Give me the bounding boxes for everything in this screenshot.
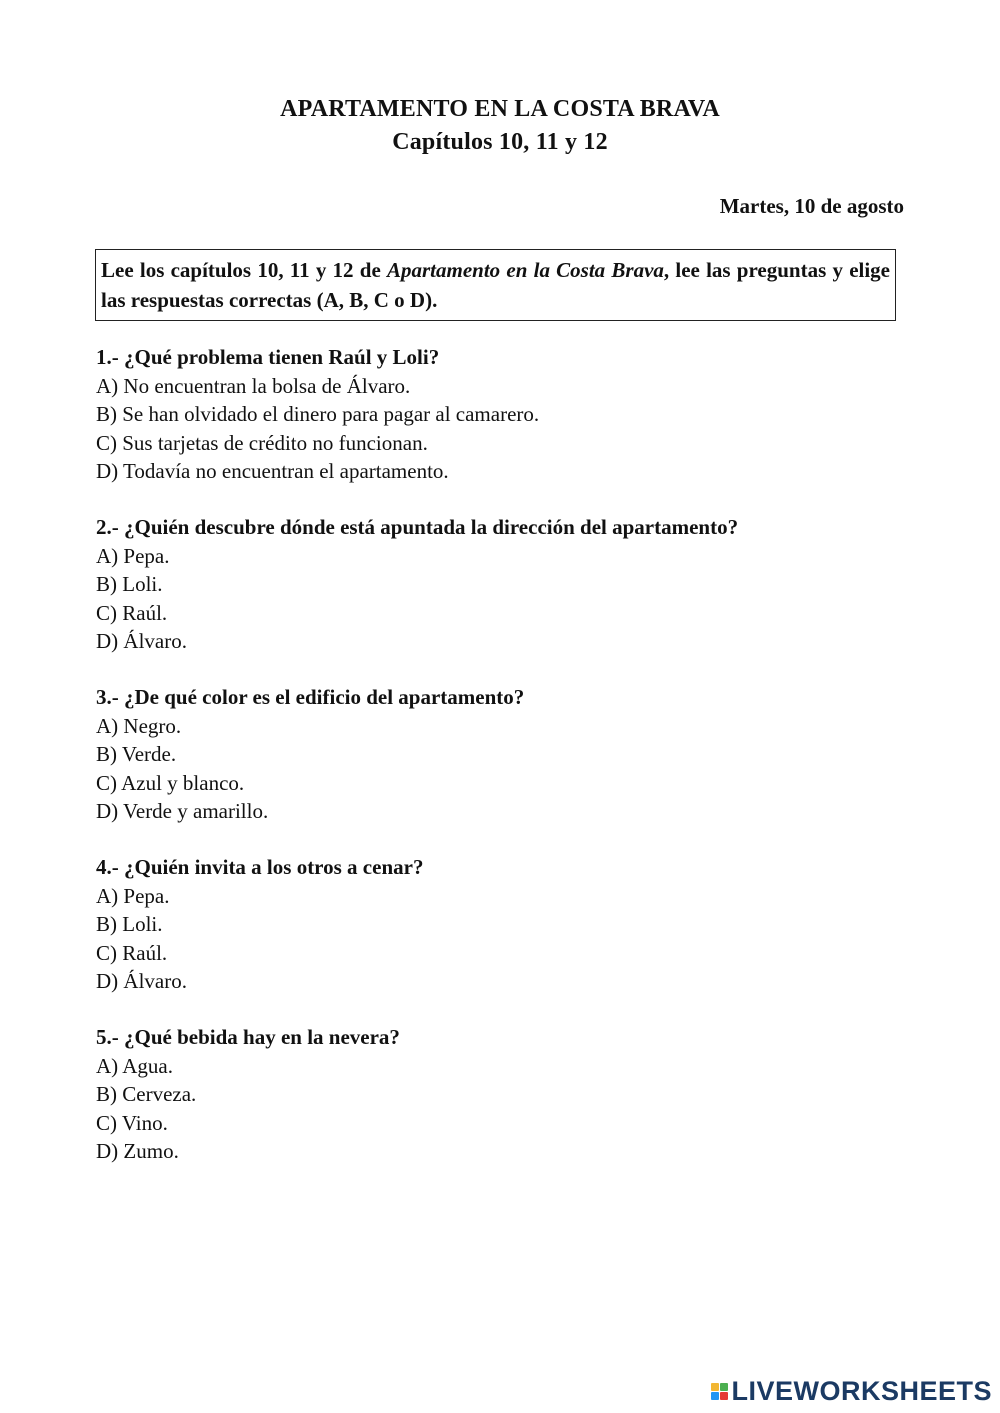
question-block-1: [96, 343, 539, 486]
answer-option-c[interactable]: C) Raúl.: [96, 940, 168, 965]
question-block-2: [96, 513, 738, 656]
document-subtitle: Capítulos 10, 11 y 12: [392, 129, 608, 155]
question-block-4: [96, 853, 423, 996]
logo-square: [720, 1392, 728, 1400]
answer-option-a[interactable]: A) No encuentran la bolsa de Álvaro.: [96, 373, 411, 398]
answer-option-c[interactable]: C) Vino.: [96, 1110, 168, 1135]
logo-square: [711, 1392, 719, 1400]
liveworksheets-logo-text: LIVEWORKSHEETS: [731, 1376, 992, 1406]
answer-option-b[interactable]: B) Loli.: [96, 912, 163, 936]
answer-option-d[interactable]: D) Zumo.: [96, 1139, 179, 1163]
answer-option-c[interactable]: C) Sus tarjetas de crédito no funcionan.: [96, 430, 428, 455]
question-block-3: [96, 683, 524, 826]
instructions-book-title: Apartamento en la Costa Brava: [387, 258, 664, 282]
liveworksheets-logo[interactable]: [711, 1376, 992, 1407]
document-title: APARTAMENTO EN LA COSTA BRAVA: [280, 96, 720, 122]
answer-option-b[interactable]: B) Loli.: [96, 572, 163, 596]
instructions-box: [95, 249, 896, 321]
instructions-text-end: , lee las preguntas y elige las respuestas correctas (A, B, C o D).: [101, 258, 890, 312]
answer-option-d[interactable]: D) Verde y amarillo.: [96, 799, 269, 823]
answer-option-d[interactable]: D) Todavía no encuentran el apartamento.: [96, 459, 449, 483]
instructions-text-start: Lee los capítulos 10, 11 y 12 de: [101, 258, 387, 282]
answer-option-c[interactable]: C) Azul y blanco.: [96, 770, 245, 795]
question-text: 2.- ¿Quién descubre dónde está apuntada la dirección del apartamento?: [96, 515, 739, 539]
answer-option-b[interactable]: B) Cerveza.: [96, 1082, 197, 1106]
answer-option-a[interactable]: A) Pepa.: [96, 883, 170, 908]
question-text: 5.- ¿Qué bebida hay en la nevera?: [96, 1025, 400, 1049]
answer-option-a[interactable]: A) Pepa.: [96, 543, 170, 568]
answer-option-a[interactable]: A) Negro.: [96, 713, 182, 738]
answer-option-d[interactable]: D) Álvaro.: [96, 969, 187, 993]
answer-option-b[interactable]: B) Verde.: [96, 742, 177, 766]
answer-option-d[interactable]: D) Álvaro.: [96, 629, 187, 653]
document-date: Martes, 10 de agosto: [719, 194, 904, 218]
answer-option-b[interactable]: B) Se han olvidado el dinero para pagar al camarero.: [96, 402, 540, 426]
liveworksheets-logo-icon: [711, 1383, 728, 1400]
logo-square: [720, 1383, 728, 1391]
answer-option-c[interactable]: C) Raúl.: [96, 600, 168, 625]
question-text: 3.- ¿De qué color es el edificio del apartamento?: [96, 685, 525, 709]
question-text: 1.- ¿Qué problema tienen Raúl y Loli?: [96, 345, 440, 369]
logo-square: [711, 1383, 719, 1391]
question-block-5: [96, 1023, 400, 1166]
question-text: 4.- ¿Quién invita a los otros a cenar?: [96, 855, 424, 879]
answer-option-a[interactable]: A) Agua.: [96, 1053, 173, 1078]
